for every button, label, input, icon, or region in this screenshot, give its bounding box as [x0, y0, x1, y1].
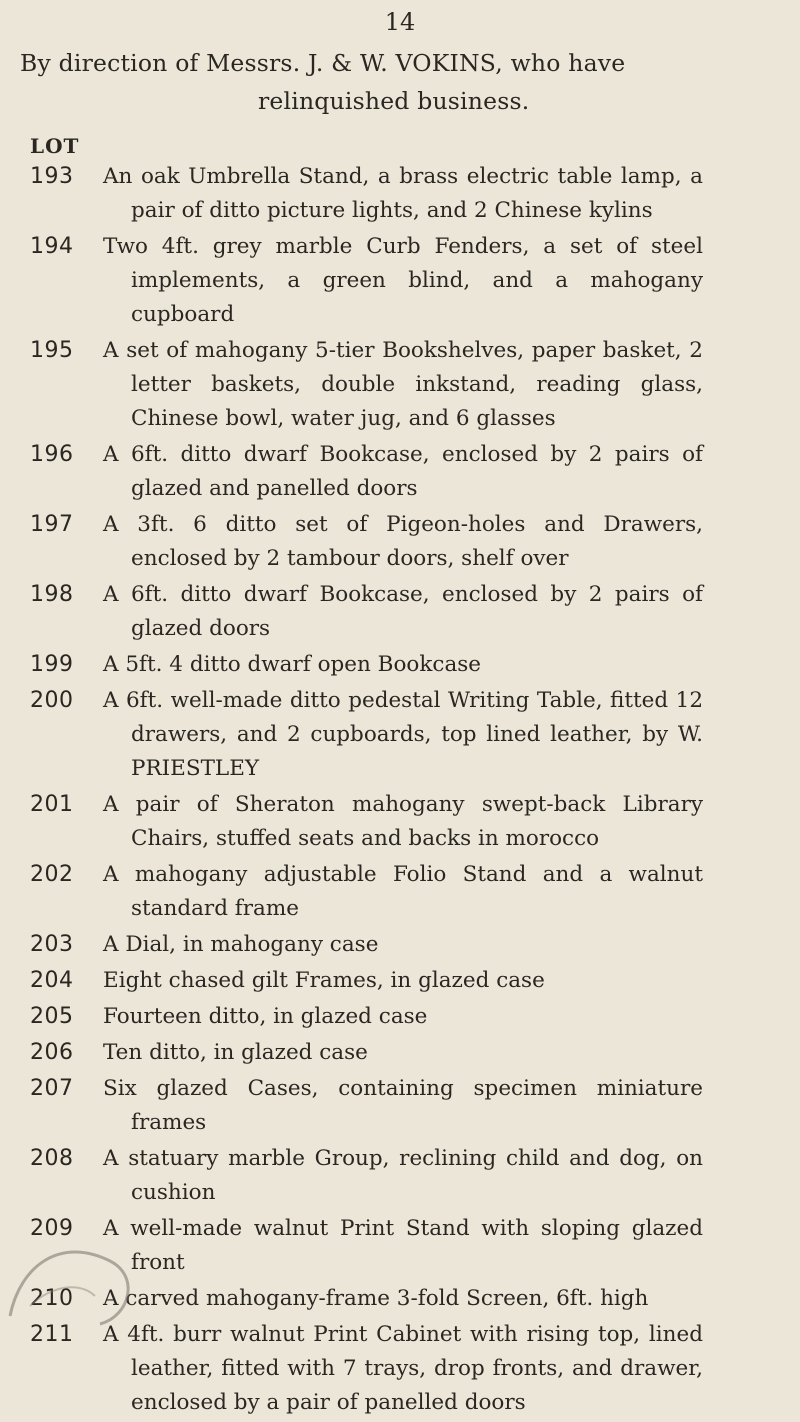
heading-line-2: relinquished business.: [258, 87, 530, 115]
lot-number: 207: [30, 1076, 74, 1101]
lot-description: A 6ft. well-made ditto pedestal Writing Table, fitted 12 drawers, and 2 cupboards, top lined leather, by W. PRIESTLEY: [103, 688, 703, 781]
lot-description: Ten ditto, in glazed case: [103, 1040, 368, 1065]
lot-entry: [0, 1000, 703, 1034]
lot-number: 203: [30, 932, 74, 957]
lot-number: 211: [30, 1322, 74, 1347]
lot-description: A set of mahogany 5-tier Bookshelves, paper basket, 2 letter baskets, double inkstand, reading glass, Chinese bowl, water jug, and 6 glasses: [103, 338, 703, 431]
lot-number: 197: [30, 512, 74, 537]
lot-entry: [0, 578, 703, 646]
lot-description: A mahogany adjustable Folio Stand and a walnut standard frame: [103, 862, 703, 921]
lot-column-label: LOT: [30, 134, 80, 158]
lot-entry: [0, 334, 703, 436]
lot-number: 200: [30, 688, 74, 713]
lot-number: 208: [30, 1146, 74, 1171]
lot-number: 210: [30, 1286, 74, 1311]
lot-entry: [0, 928, 703, 962]
lot-description: A 3ft. 6 ditto set of Pigeon-holes and Drawers, enclosed by 2 tambour doors, shelf over: [103, 512, 703, 571]
lot-entry: [0, 858, 703, 926]
lot-entry: [0, 438, 703, 506]
lot-description: Fourteen ditto, in glazed case: [103, 1004, 428, 1029]
lot-number: 194: [30, 234, 74, 259]
sale-heading: [20, 44, 790, 120]
lot-number: 201: [30, 792, 74, 817]
lot-description: Two 4ft. grey marble Curb Fenders, a set of steel implements, a green blind, and a mahogany cupboard: [103, 234, 703, 327]
lot-entry: [0, 508, 703, 576]
lot-number: 204: [30, 968, 74, 993]
lot-number: 205: [30, 1004, 74, 1029]
lot-description: Eight chased gilt Frames, in glazed case: [103, 968, 545, 993]
lot-description: A 6ft. ditto dwarf Bookcase, enclosed by 2 pairs of glazed doors: [103, 582, 703, 641]
page-number: 14: [384, 8, 416, 36]
lot-entry: [0, 230, 703, 332]
lot-entry: [0, 1036, 703, 1070]
lot-number: 198: [30, 582, 74, 607]
lot-number: 193: [30, 164, 74, 189]
lot-entry: [0, 648, 703, 682]
lot-description: Six glazed Cases, containing specimen miniature frames: [103, 1076, 703, 1135]
lot-description: A Dial, in mahogany case: [103, 932, 379, 957]
lot-number: 206: [30, 1040, 74, 1065]
lot-description: A statuary marble Group, reclining child and dog, on cushion: [103, 1146, 703, 1205]
lot-entry: [0, 964, 703, 998]
lot-description: A pair of Sheraton mahogany swept-back Library Chairs, stuffed seats and backs in morocco: [103, 792, 703, 851]
lot-description: An oak Umbrella Stand, a brass electric table lamp, a pair of ditto picture lights, and 2 Chinese kylins: [103, 164, 703, 223]
lot-description: A well-made walnut Print Stand with sloping glazed front: [103, 1216, 703, 1275]
heading-line-1: By direction of Messrs. J. & W. VOKINS, who have: [20, 49, 626, 77]
lot-entry: [0, 160, 703, 228]
lot-description: A 6ft. ditto dwarf Bookcase, enclosed by 2 pairs of glazed and panelled doors: [103, 442, 703, 501]
lot-entry: [0, 1072, 703, 1140]
lot-number: 202: [30, 862, 74, 887]
lot-number: 195: [30, 338, 74, 363]
lot-entry: [0, 788, 703, 856]
lot-number: 199: [30, 652, 74, 677]
lot-entry: [0, 1318, 703, 1420]
lot-entry: [0, 684, 703, 786]
lot-description: A carved mahogany-frame 3-fold Screen, 6ft. high: [103, 1286, 649, 1311]
lot-description: A 5ft. 4 ditto dwarf open Bookcase: [103, 652, 482, 677]
lot-number: 196: [30, 442, 74, 467]
page-stain-mark: [0, 1166, 150, 1326]
lot-number: 209: [30, 1216, 74, 1241]
lot-description: A 4ft. burr walnut Print Cabinet with rising top, lined leather, fitted with 7 trays, drop fronts, and drawer, enclosed by a pair of panelled doors: [103, 1322, 703, 1415]
